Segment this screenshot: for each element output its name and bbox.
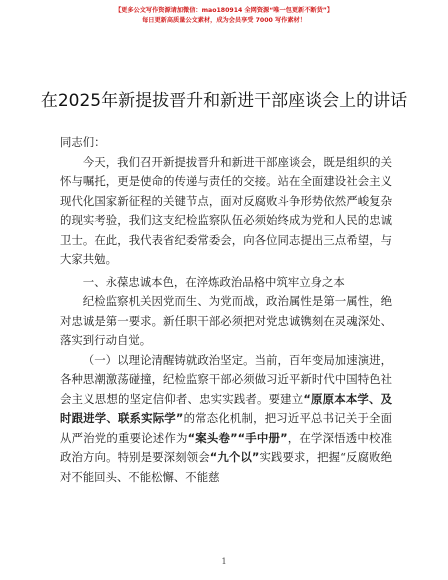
theory-highlight-2: “案头卷”“手中册” — [187, 430, 288, 445]
paragraph-intro: 今天，我们召开新提拔晋升和新进干部座谈会，既是组织的关怀与嘱托，更是使命的传递与责任的交接。站在全面建设社会主义现代化国家新征程的关键节点，面对反腐败斗争形势依然严峻复杂的现实考验，我们这支纪检监察队伍必须始终成为党和人民的忠诚卫士。在此，我代表省纪委常委会，向各位同志提出三点希望，与大家共勉。 — [60, 154, 392, 266]
paragraph-loyalty: 纪检监察机关因党而生、为党而战，政治属性是第一属性，绝对忠诚是第一要求。新任职干部必须把对党忠诚镌刻在灵魂深处、落实到行动自觉。 — [60, 294, 392, 347]
theory-highlight-3: “九个以” — [209, 450, 260, 464]
promo-line-2: 每日更新高质量公文素材，成为会员享受 7000 写作素材！ — [142, 17, 306, 24]
theory-text-c: 的常态化机制，把习近平总书记关于全面从严治党的重要论述作为 — [60, 411, 392, 445]
document-body — [60, 133, 392, 487]
document-title: 在2025年新提拔晋升和新进干部座谈会上的讲话 — [40, 91, 408, 111]
theory-highlight-1: “原原本本学、及时跟进学、联系实际学” — [60, 391, 392, 425]
promo-line-1: 【更多公文写作资源请加微信：mao180914 全网资源“唯一包更新不断货”】 — [114, 7, 334, 14]
page-number: 1 — [221, 557, 227, 566]
theory-text-d: ，在学深悟透中校准政治方向。特别是要深刻领会 — [60, 430, 392, 464]
paragraph-theory — [60, 351, 392, 488]
promo-banner — [0, 6, 448, 26]
theory-text-a: （一）以理论清醒铸就政治坚定。当前，百年变局加速演进，各种思潮激荡碰撞，纪检监察干部必须做习近平新时代中国特色社会主义思想的坚定信仰者、忠实实践者。要建立 — [60, 352, 392, 406]
theory-text-e: 实践要求，把握“反腐败绝对不能回头、不能松懈、不能慈 — [60, 450, 392, 484]
salutation: 同志们： — [60, 135, 106, 149]
section-heading-1: 一、永葆忠诚本色，在淬炼政治品格中筑牢立身之本 — [82, 274, 345, 289]
